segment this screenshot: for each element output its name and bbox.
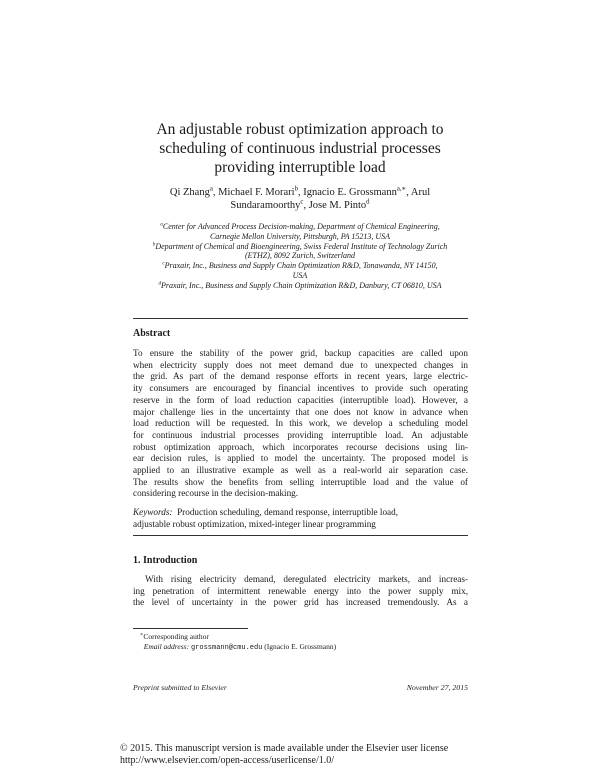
author-name: Qi Zhang — [169, 187, 210, 198]
abstract-line: major challenge lies in the uncertainty that one does not know in advance when — [133, 406, 468, 417]
abstract-line: the grid. As part of the demand response efforts in recent years, large electric- — [133, 371, 468, 382]
email-link[interactable]: grossmann@cmu.edu — [190, 643, 263, 652]
abstract-line: load reduction will be requested. In this work, we develop a scheduling model — [133, 418, 468, 429]
abstract-top-rule — [133, 318, 468, 319]
author-sup: a — [209, 185, 213, 193]
keywords-line-2: adjustable robust optimization, mixed-integer linear programming — [133, 518, 376, 529]
abstract-bottom-rule — [133, 535, 468, 536]
affiliation-a-line: Carnegie Mellon University, Pittsburgh, PA 15213, USA — [209, 231, 391, 241]
abstract-line: robust optimization approach, which incorporates recourse decisions using lin- — [133, 441, 468, 452]
license-notice — [120, 743, 448, 767]
email-label: Email address: — [143, 641, 190, 651]
preprint-note: Preprint submitted to Elsevier — [133, 683, 227, 692]
affil-text: Praxair, Inc., Business and Supply Chain Optimization R&D, Danbury, CT 06810, USA — [161, 280, 442, 290]
author-name: , Michael F. Morari — [212, 187, 295, 198]
abstract-line: ear decision rules, is applied to model the uncertainty. The proposed model is — [133, 453, 468, 464]
author-name: , Ignacio E. Grossmann — [297, 187, 397, 198]
license-url[interactable]: http://www.elsevier.com/open-access/userlicense/1.0/ — [120, 755, 335, 766]
intro-line: With rising electricity demand, deregulated electricity markets, and increas- — [145, 574, 468, 584]
email-note — [140, 642, 336, 654]
affil-text: Department of Chemical and Bioengineering, Swiss Federal Institute of Technology Zurich — [155, 241, 448, 251]
author-name: Sundaramoorthy — [230, 200, 301, 211]
author-sup: b — [294, 185, 298, 193]
keywords-text: Production scheduling, demand response, interruptible load, — [177, 507, 399, 517]
affil-sup: c — [162, 260, 165, 267]
affiliation-b-line: (ETHZ), 8092 Zurich, Switzerland — [244, 251, 355, 261]
section-heading: 1. Introduction — [133, 555, 198, 566]
email-owner: (Ignacio E. Grossmann) — [264, 641, 337, 651]
keywords-line-1 — [133, 507, 468, 519]
introduction-body — [133, 574, 468, 609]
footnote — [140, 632, 336, 653]
affiliation-b-line — [120, 242, 480, 252]
abstract-heading: Abstract — [133, 328, 171, 339]
affil-sup: a — [160, 221, 163, 228]
affil-text: Center for Advanced Process Decision-making, Department of Chemical Engineering, — [162, 222, 440, 231]
corresponding-text: Corresponding author — [143, 632, 209, 641]
affiliation-d-line — [120, 281, 480, 291]
footnote-sup: ∗ — [140, 632, 144, 638]
abstract-line: for continuous industrial processes providing interruptible load. An adjustable — [133, 429, 468, 440]
author-line-2 — [100, 199, 500, 212]
affiliation-c-line: USA — [292, 270, 308, 280]
title-line: An adjustable robust optimization approach to — [156, 121, 444, 138]
affiliations — [120, 222, 480, 291]
affiliation-c-line — [120, 261, 480, 271]
author-sup: d — [366, 198, 370, 206]
author-sup: a,∗ — [396, 185, 407, 193]
keywords — [133, 507, 468, 530]
affil-sup: b — [152, 240, 156, 247]
intro-line: the level of uncertainty in the power grid has increased tremendously. As a — [133, 597, 468, 608]
paper-title — [100, 120, 500, 177]
footnote-rule — [133, 628, 248, 629]
preprint-date: November 27, 2015 — [406, 683, 468, 692]
intro-line: ing penetration of intermittent renewable energy into the power supply mix, — [133, 585, 468, 596]
abstract-line: reserve in the form of load reduction capacities (interruptible load). However, a — [133, 394, 468, 405]
author-name: , Jose M. Pinto — [303, 200, 367, 211]
author-line-1 — [100, 186, 500, 199]
affiliation-a-line — [120, 222, 480, 232]
abstract-line: when electricity supply does not meet demand due to unexpected changes in — [133, 359, 468, 370]
abstract-line: applied to an illustrative example as well as a real-world air separation case. — [133, 465, 468, 476]
abstract-line: considering recourse in the decision-making. — [133, 488, 299, 499]
keywords-label: Keywords: — [133, 507, 173, 517]
abstract-body — [133, 348, 468, 500]
affil-sup: d — [158, 280, 162, 287]
abstract-line: ity consumers are encouraged by financial incentives to provide such operating — [133, 383, 468, 394]
author-sup: c — [300, 198, 304, 206]
affil-text: Praxair, Inc., Business and Supply Chain Optimization R&D, Tonawanda, NY 14150, — [164, 261, 438, 271]
corresponding-note — [140, 632, 336, 642]
title-line: scheduling of continuous industrial processes — [159, 140, 441, 157]
author-name: , Arul — [406, 187, 431, 198]
title-line: providing interruptible load — [214, 159, 386, 176]
license-line: © 2015. This manuscript version is made available under the Elsevier user license — [120, 743, 449, 754]
abstract-line: The results show the benefits from selling interruptible load and the value of — [133, 476, 468, 487]
abstract-line: To ensure the stability of the power grid, backup capacities are called upon — [133, 348, 468, 358]
author-list — [100, 186, 500, 212]
